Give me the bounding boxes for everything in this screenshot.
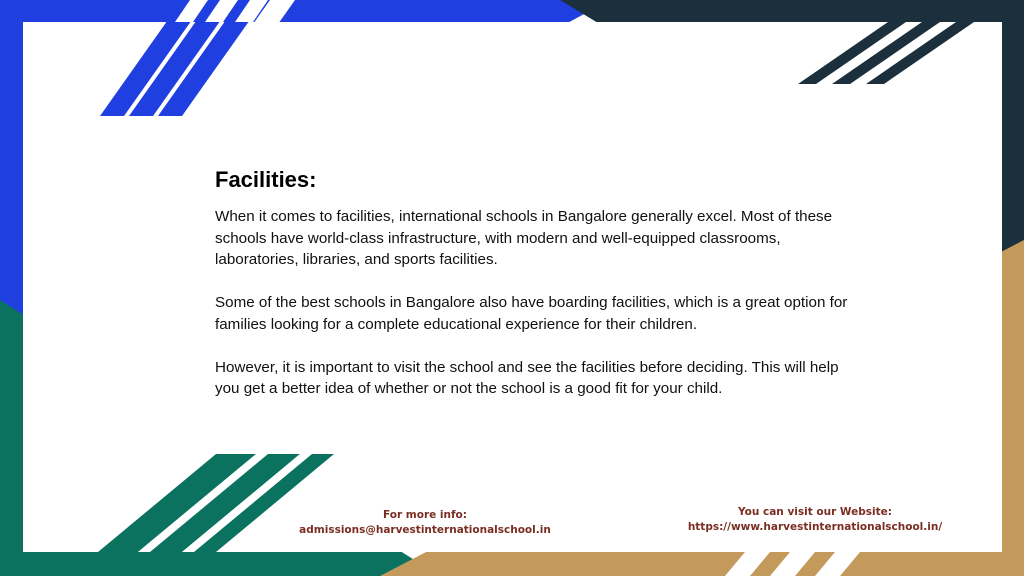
paragraph-2: Some of the best schools in Bangalore also have boarding facilities, which is a great option for families looking for a complete educational experience for their children.: [215, 294, 848, 333]
website-label: You can visit our Website:: [738, 506, 892, 518]
info-label: For more info:: [383, 509, 467, 521]
info-email-link[interactable]: admissions@harvestinternationalschool.in: [299, 524, 551, 536]
facilities-section: [215, 166, 855, 421]
white-stripes-top: [175, 0, 268, 22]
contact-info: [290, 508, 560, 538]
website-info: [680, 505, 950, 535]
website-url-link[interactable]: https://www.harvestinternationalschool.in/: [687, 521, 943, 533]
paragraph-3: However, it is important to visit the school and see the facilities before deciding. This will help you get a better idea of whether or not the school is a good fit for your child.: [215, 358, 839, 397]
white-stripes-bottom: [725, 552, 860, 576]
paragraph-1: When it comes to facilities, international schools in Bangalore generally excel. Most of these schools have world-class infrastructure, with modern and well-equipped classrooms, laboratories, libraries, and sports facilities.: [215, 208, 833, 268]
section-title: Facilities:: [215, 167, 317, 192]
